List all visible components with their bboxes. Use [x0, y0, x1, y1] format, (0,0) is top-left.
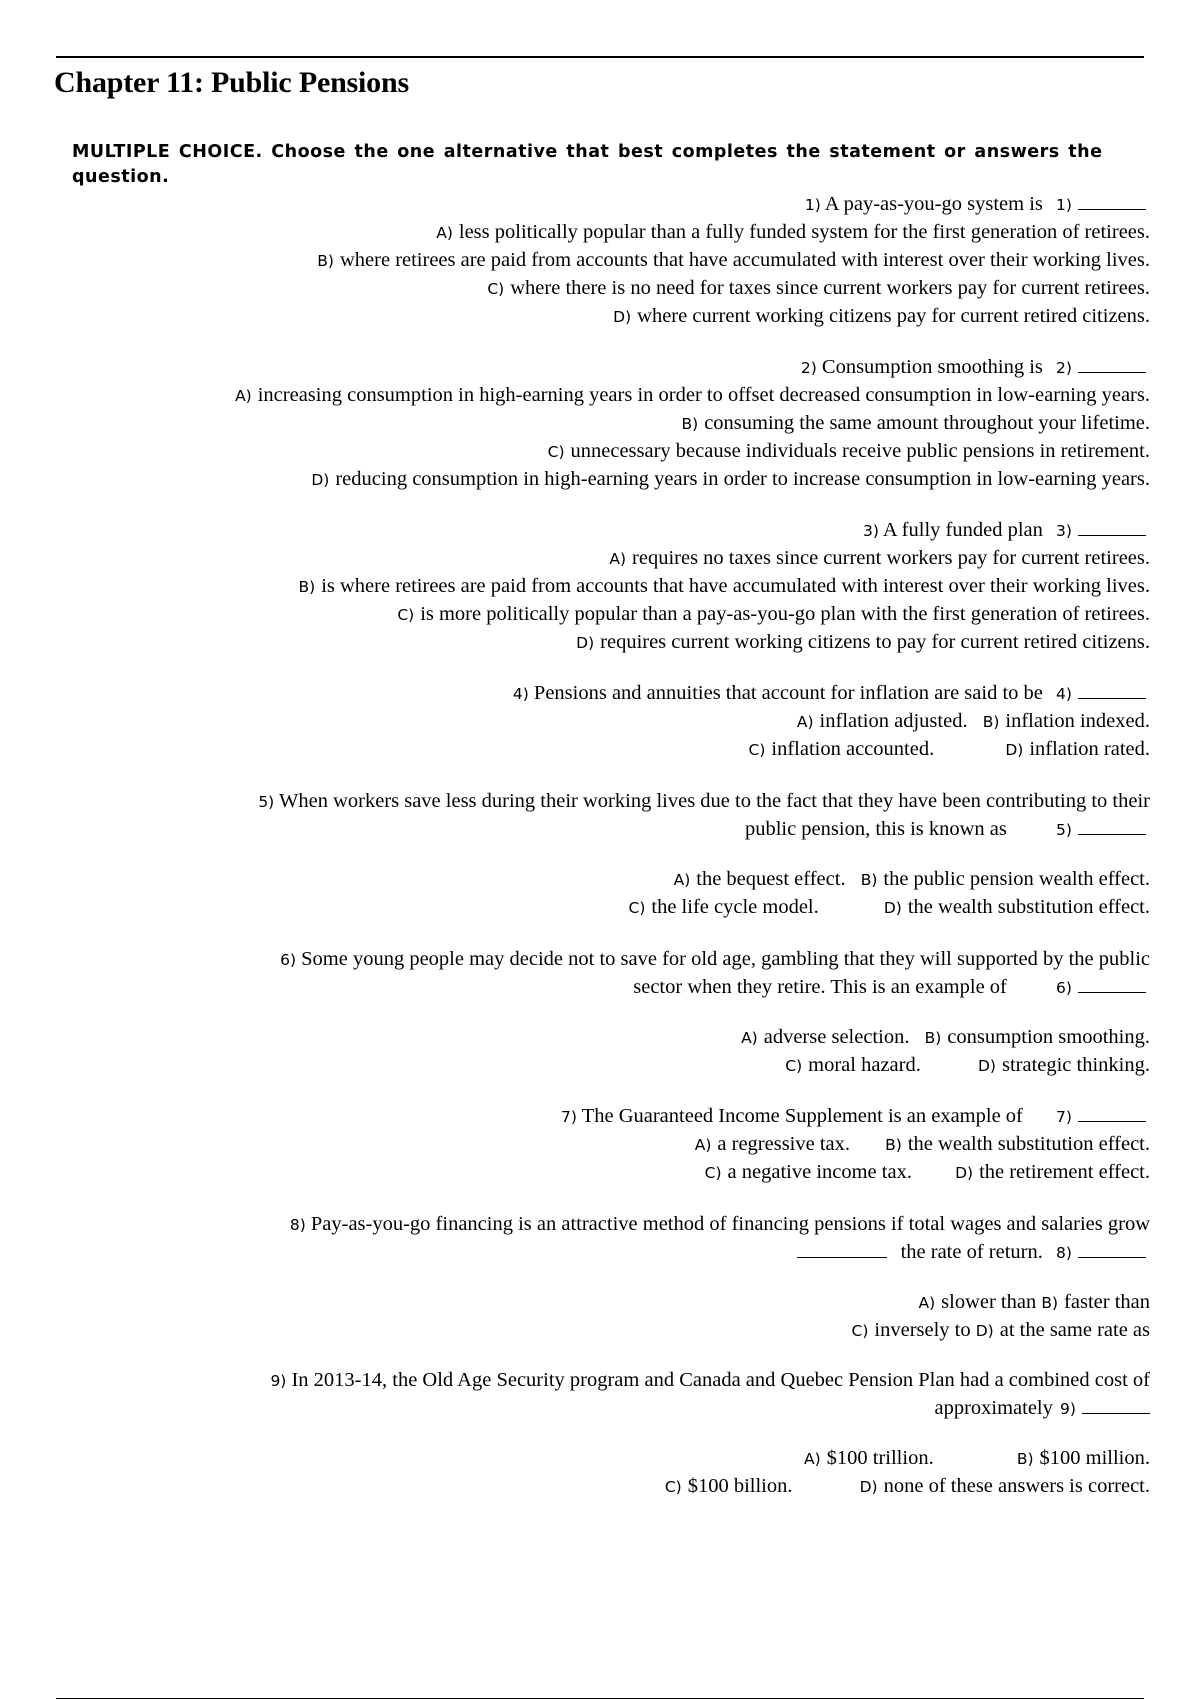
inline-blank[interactable] — [797, 1256, 887, 1258]
option-d-text: strategic thinking. — [1001, 1054, 1150, 1076]
top-rule — [56, 56, 1144, 58]
answer-number: 3) — [1056, 522, 1072, 540]
question-stem: Pensions and annuities that account for inflation are said to be — [533, 682, 1043, 704]
option-d-text: requires current working citizens to pay for current retired citizens. — [600, 631, 1150, 653]
question-stem: A pay-as-you-go system is — [824, 193, 1043, 215]
option-b — [861, 865, 1150, 894]
question-stem-line-1: Pay-as-you-go financing is an attractive method of financing pensions if total wages and salaries grow — [310, 1213, 1150, 1235]
question-number: 9) — [270, 1372, 287, 1390]
option-a-text: a regressive tax. — [717, 1133, 851, 1155]
question-9 — [60, 1366, 1160, 1500]
option-c-text: unnecessary because individuals receive public pensions in retirement. — [570, 440, 1150, 462]
option-c-text: moral hazard. — [808, 1054, 921, 1076]
option-d — [860, 1472, 1150, 1501]
option-letter: C) — [547, 443, 565, 461]
option-letter: A) — [694, 1136, 712, 1154]
option-letter: B) — [317, 252, 334, 270]
answer-blank[interactable] — [1078, 208, 1146, 210]
option-letter: D) — [311, 471, 330, 489]
question-4 — [60, 679, 1160, 763]
question-stem-line-2: the rate of return. — [900, 1241, 1043, 1263]
answer-number: 1) — [1056, 196, 1072, 214]
question-2 — [60, 353, 1160, 493]
answer-number: 4) — [1056, 685, 1072, 703]
question-number: 7) — [561, 1108, 577, 1126]
option-letter: B) — [1016, 1450, 1034, 1468]
option-c — [852, 1316, 971, 1345]
answer-number: 2) — [1056, 359, 1072, 377]
option-b-text: where retirees are paid from accounts that have accumulated with interest over their working lives. — [339, 249, 1150, 271]
option-c-text: a negative income tax. — [727, 1161, 912, 1183]
answer-number: 5) — [1056, 821, 1072, 839]
question-8 — [60, 1210, 1160, 1344]
question-number: 4) — [512, 685, 529, 703]
option-a-text: $100 trillion. — [826, 1447, 934, 1469]
question-stem-line-1: In 2013-14, the Old Age Security program and Canada and Quebec Pension Plan had a combined cost of — [291, 1369, 1150, 1391]
question-number: 5) — [258, 793, 275, 811]
option-b-text: is where retirees are paid from accounts that have accumulated with interest over their working lives. — [321, 575, 1150, 597]
option-c-text: is more politically popular than a pay-as-you-go plan with the first generation of retirees. — [420, 603, 1150, 625]
answer-blank[interactable] — [1078, 991, 1146, 993]
option-letter: C) — [851, 1322, 869, 1340]
question-3 — [60, 516, 1160, 656]
option-letter: D) — [955, 1164, 974, 1182]
option-b-text: $100 million. — [1039, 1447, 1150, 1469]
bottom-rule — [56, 1698, 1144, 1699]
option-letter: C) — [664, 1478, 682, 1496]
instructions: MULTIPLE CHOICE. Choose the one alternative that best completes the statement or answers the question. — [72, 142, 1103, 187]
option-a — [804, 1444, 934, 1473]
question-number: 2) — [800, 359, 817, 377]
option-c — [665, 1472, 793, 1501]
option-b-text: the wealth substitution effect. — [907, 1133, 1150, 1155]
option-letter: C) — [487, 280, 505, 298]
option-c-text: inflation accounted. — [771, 738, 935, 760]
option-b — [1017, 1444, 1150, 1473]
option-letter: C) — [748, 741, 766, 759]
option-letter: B) — [982, 713, 1000, 731]
question-stem: The Guaranteed Income Supplement is an example of — [581, 1105, 1023, 1127]
option-letter: A) — [436, 224, 453, 242]
option-letter: A) — [235, 387, 252, 405]
option-c-text: where there is no need for taxes since current workers pay for current retirees. — [510, 277, 1150, 299]
option-c — [705, 1158, 912, 1187]
option-b — [983, 707, 1150, 736]
question-number: 1) — [804, 196, 821, 214]
option-letter: C) — [397, 606, 415, 624]
option-d — [1005, 735, 1150, 764]
question-7 — [60, 1102, 1160, 1186]
question-stem-line-2: approximately — [934, 1397, 1053, 1419]
option-letter: B) — [298, 578, 316, 596]
question-stem-line-1: Some young people may decide not to save for old age, gambling that they will supported by the public — [301, 948, 1150, 970]
option-a — [674, 865, 846, 894]
option-letter: B) — [860, 871, 878, 889]
option-letter: D) — [1005, 741, 1024, 759]
answer-blank[interactable] — [1082, 1412, 1150, 1414]
option-c — [785, 1051, 921, 1080]
option-letter: C) — [704, 1164, 722, 1182]
option-d-text: at the same rate as — [999, 1319, 1150, 1341]
option-letter: B) — [1041, 1294, 1059, 1312]
option-c — [749, 735, 935, 764]
option-b — [925, 1023, 1150, 1052]
question-5 — [60, 787, 1160, 921]
option-d-text: inflation rated. — [1029, 738, 1150, 760]
option-letter: A) — [673, 871, 691, 889]
option-d-text: none of these answers is correct. — [883, 1475, 1150, 1497]
option-c-text: the life cycle model. — [651, 896, 819, 918]
answer-number: 9) — [1060, 1400, 1076, 1418]
answer-blank[interactable] — [1078, 371, 1146, 373]
option-a-text: slower than — [941, 1291, 1037, 1313]
option-letter: B) — [885, 1136, 902, 1154]
answer-blank[interactable] — [1078, 697, 1146, 699]
answer-blank[interactable] — [1078, 1256, 1146, 1258]
option-c-text: $100 billion. — [687, 1475, 793, 1497]
question-number: 3) — [862, 522, 879, 540]
option-letter: D) — [576, 634, 595, 652]
option-letter: A) — [803, 1450, 821, 1468]
option-d — [978, 1051, 1150, 1080]
question-stem-line-2: public pension, this is known as — [744, 818, 1007, 840]
answer-blank[interactable] — [1078, 534, 1146, 536]
option-d-text: reducing consumption in high-earning years in order to increase consumption in low-earning years. — [335, 468, 1150, 490]
option-letter: C) — [785, 1057, 803, 1075]
option-d — [955, 1158, 1150, 1187]
option-b-text: inflation indexed. — [1005, 710, 1150, 732]
option-a-text: less politically popular than a fully funded system for the first generation of retirees. — [458, 221, 1150, 243]
option-d-text: the wealth substitution effect. — [907, 896, 1150, 918]
option-letter: A) — [609, 550, 627, 568]
option-c-text: inversely to — [874, 1319, 971, 1341]
option-a-text: requires no taxes since current workers pay for current retirees. — [632, 547, 1150, 569]
question-stem: A fully funded plan — [882, 519, 1043, 541]
question-stem-line-1: When workers save less during their working lives due to the fact that they have been contributing to their — [279, 790, 1150, 812]
question-number: 8) — [289, 1216, 306, 1234]
option-b — [885, 1130, 1150, 1159]
answer-number: 7) — [1056, 1108, 1072, 1126]
option-d-text: where current working citizens pay for current retired citizens. — [637, 305, 1150, 327]
option-letter: D) — [883, 899, 902, 917]
option-letter: B) — [681, 415, 699, 433]
question-number: 6) — [280, 951, 297, 969]
option-a-text: increasing consumption in high-earning years in order to offset decreased consumption in low-earning years. — [257, 384, 1150, 406]
option-b-text: the public pension wealth effect. — [883, 868, 1150, 890]
option-d-text: the retirement effect. — [979, 1161, 1150, 1183]
question-1 — [60, 190, 1160, 330]
option-letter: D) — [859, 1478, 878, 1496]
option-d — [976, 1316, 1150, 1345]
question-stem-line-2: sector when they retire. This is an example of — [633, 976, 1007, 998]
option-letter: A) — [741, 1029, 758, 1047]
chapter-title: Chapter 11: Public Pensions — [54, 66, 409, 99]
option-a — [919, 1288, 1037, 1317]
option-letter: C) — [628, 899, 646, 917]
option-a — [695, 1130, 850, 1159]
answer-blank[interactable] — [1078, 833, 1146, 835]
answer-number: 8) — [1056, 1244, 1072, 1262]
answer-number: 6) — [1056, 979, 1072, 997]
option-c — [629, 893, 819, 922]
answer-blank[interactable] — [1078, 1120, 1146, 1122]
option-a — [741, 1023, 909, 1052]
option-b-text: consuming the same amount throughout your lifetime. — [704, 412, 1150, 434]
option-d — [884, 893, 1150, 922]
option-a-text: inflation adjusted. — [819, 710, 968, 732]
question-stem: Consumption smoothing is — [821, 356, 1043, 378]
option-letter: A) — [918, 1294, 936, 1312]
option-letter: D) — [975, 1322, 994, 1340]
option-a-text: the bequest effect. — [696, 868, 846, 890]
option-b-text: faster than — [1064, 1291, 1150, 1313]
option-b-text: consumption smoothing. — [947, 1026, 1150, 1048]
option-letter: A) — [796, 713, 814, 731]
question-6 — [60, 945, 1160, 1079]
option-letter: D) — [977, 1057, 996, 1075]
option-a-text: adverse selection. — [763, 1026, 910, 1048]
option-letter: D) — [613, 308, 632, 326]
option-letter: B) — [924, 1029, 942, 1047]
option-b — [1041, 1288, 1150, 1317]
option-a — [797, 707, 968, 736]
